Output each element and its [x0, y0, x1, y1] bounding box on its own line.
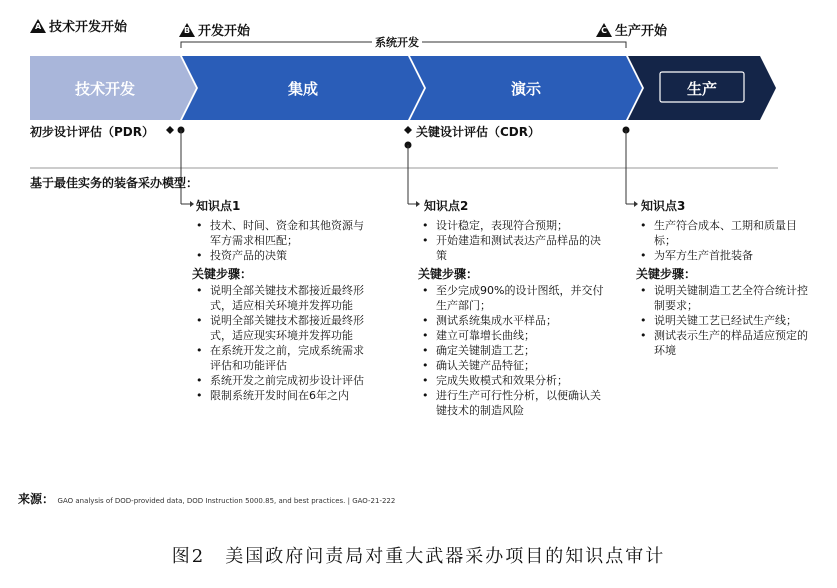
- figure-caption: 图2 美国政府问责局对重大武器采办项目的知识点审计: [171, 546, 666, 567]
- list-item: • 完成失败模式和效果分析；: [430, 373, 606, 388]
- system-dev-label: 系统开发: [372, 34, 422, 50]
- list-item: • 说明关键制造工艺全符合统计控制要求；: [648, 283, 814, 313]
- phase-tech-dev-label: 技术开发: [74, 79, 135, 98]
- milestone-c-triangle-icon: C: [596, 23, 612, 37]
- knowledge-point-2-title: 知识点2: [424, 199, 469, 213]
- list-item: • 技术、时间、资金和其他资源与军方需求相匹配；: [204, 218, 364, 248]
- knowledge-point-3: [636, 218, 814, 358]
- phase-production-label: 生产: [686, 79, 717, 98]
- list-item: • 为军方生产首批装备: [648, 248, 814, 263]
- knowledge-point-1: [192, 218, 364, 403]
- source-line: [18, 490, 395, 507]
- list-item: • 测试表示生产的样品适应预定的环境: [648, 328, 814, 358]
- steps-title: 关键步骤：: [192, 267, 253, 281]
- source-text: GAO analysis of DOD-provided data, DOD Instruction 5000.85, and best practices. | GAO-21-222: [57, 497, 396, 505]
- list-item: • 系统开发之前完成初步设计评估: [204, 373, 364, 388]
- pdr-label: 初步设计评估（PDR）: [30, 125, 154, 139]
- knowledge-point-1-title: 知识点1: [196, 199, 241, 213]
- model-title: 基于最佳实务的装备采办模型：: [30, 176, 199, 190]
- list-item: • 说明全部关键技术都接近最终形式，适应相关环境并发挥功能: [204, 283, 364, 313]
- milestone-c-label: 生产开始: [615, 24, 668, 39]
- list-item: • 投资产品的决策: [204, 248, 364, 263]
- list-item: • 确定关键制造工艺；: [430, 343, 606, 358]
- knowledge-point-2: [418, 218, 606, 418]
- list-item: • 在系统开发之前，完成系统需求评估和功能评估: [204, 343, 364, 373]
- list-item: • 建立可靠增长曲线；: [430, 328, 606, 343]
- list-item: • 进行生产可行性分析，以便确认关键技术的制造风险: [430, 388, 606, 418]
- list-item: • 开始建造和测试表达产品样品的决策: [430, 233, 606, 263]
- milestone-b-triangle-icon: B: [179, 23, 195, 37]
- list-item: • 确认关键产品特征；: [430, 358, 606, 373]
- source-label: 来源：: [18, 492, 55, 506]
- phase-integration-label: 集成: [287, 79, 318, 98]
- milestone-b-label: 开发开始: [198, 24, 251, 39]
- list-item: • 至少完成90%的设计图纸，并交付生产部门；: [430, 283, 606, 313]
- knowledge-point-3-title: 知识点3: [641, 199, 686, 213]
- list-item: • 说明全部关键技术都接近最终形式，适应现实环境并发挥功能: [204, 313, 364, 343]
- milestone-a-triangle-icon: A: [30, 19, 46, 33]
- list-item: • 说明关键工艺已经试生产线；: [648, 313, 814, 328]
- list-item: • 测试系统集成水平样品；: [430, 313, 606, 328]
- list-item: • 设计稳定，表现符合预期；: [430, 218, 606, 233]
- phase-demo-label: 演示: [510, 79, 541, 98]
- steps-title: 关键步骤：: [418, 267, 479, 281]
- list-item: • 生产符合成本、工期和质量目标；: [648, 218, 814, 248]
- steps-title: 关键步骤：: [636, 267, 697, 281]
- list-item: • 限制系统开发时间在6年之内: [204, 388, 364, 403]
- milestone-a-label: 技术开发开始: [49, 20, 128, 35]
- cdr-label: 关键设计评估（CDR）: [416, 125, 541, 139]
